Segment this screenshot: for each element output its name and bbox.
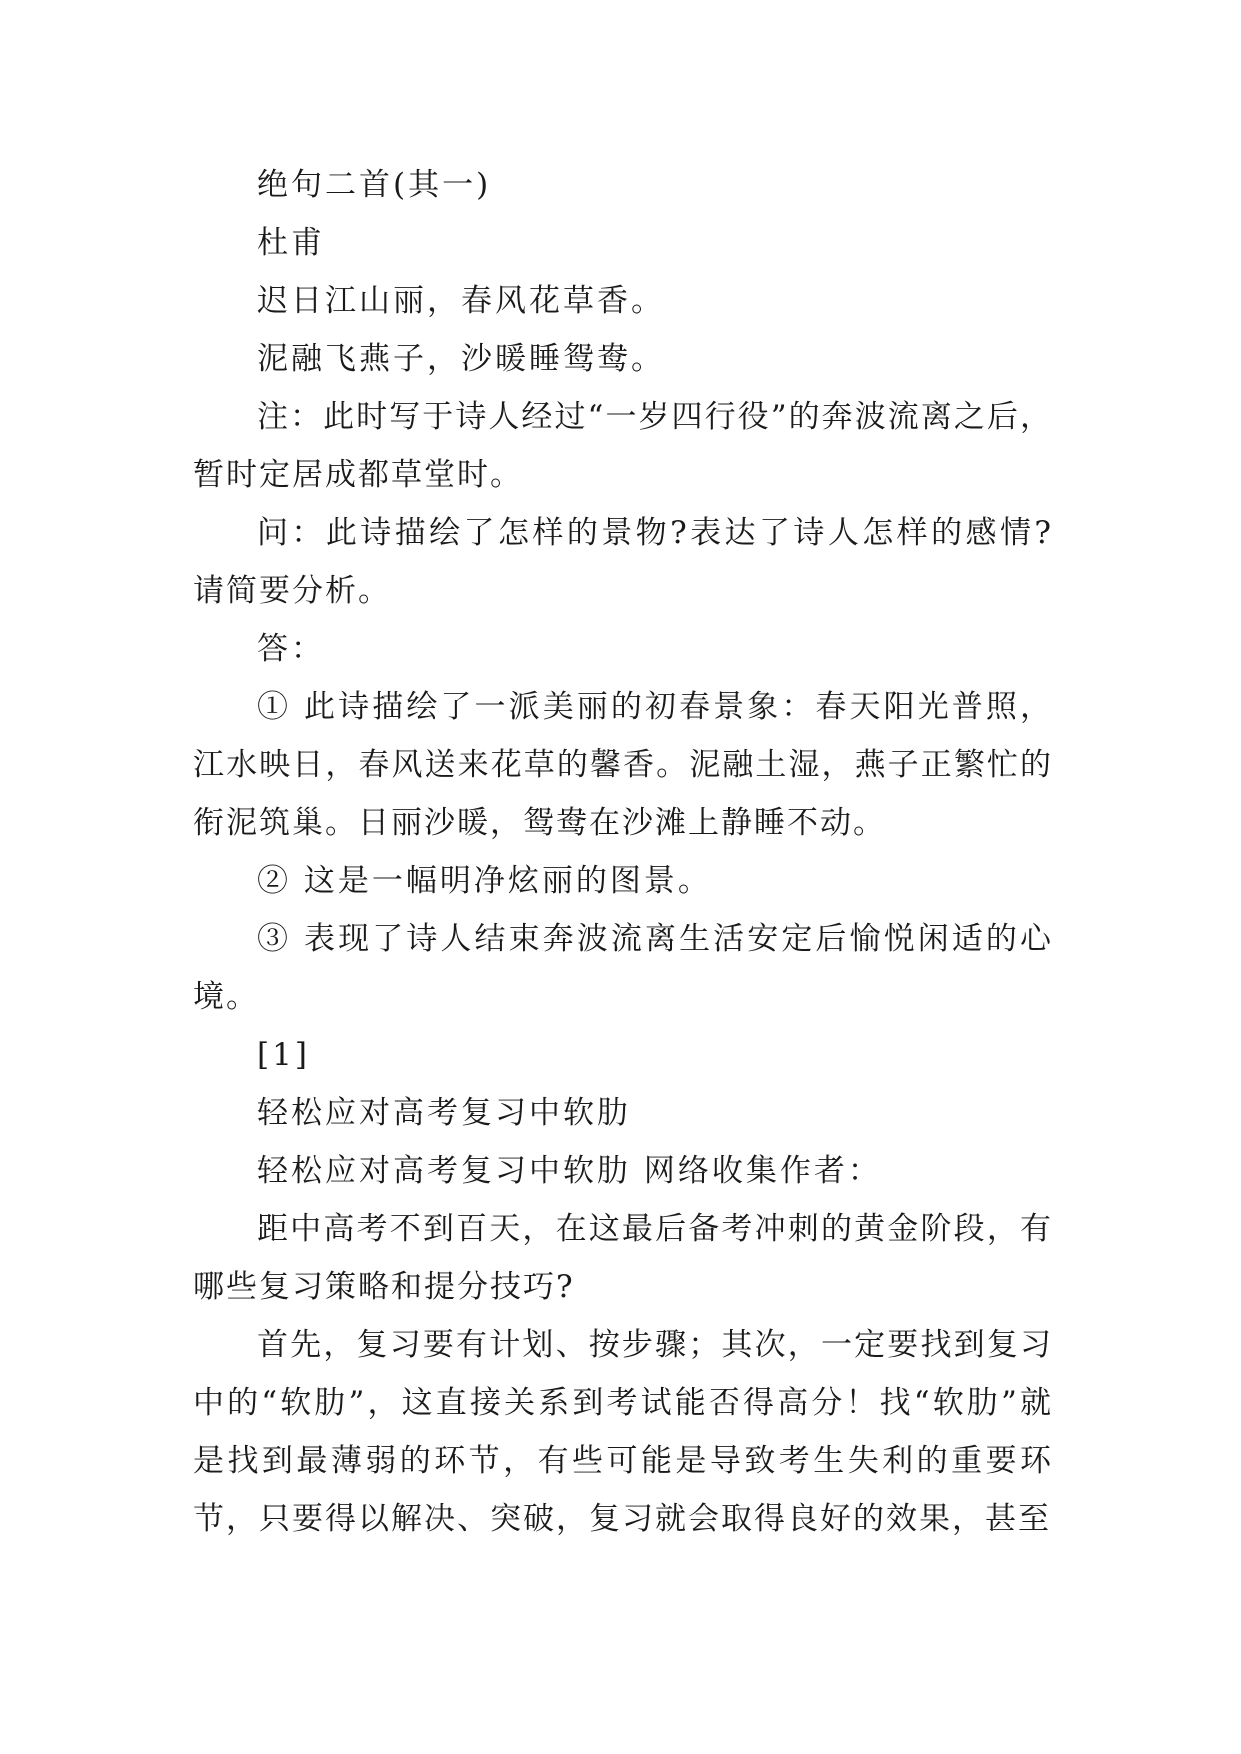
article-title: 轻松应对高考复习中软肋 <box>257 1095 631 1131</box>
answer-point-3: ③ 表现了诗人结束奔波流离生活安定后愉悦闲适的心境。 <box>193 921 1053 1015</box>
article-paragraph-1: 距中高考不到百天，在这最后备考冲刺的黄金阶段，有哪些复习策略和提分技巧? <box>193 1211 1053 1305</box>
answer-point-1: ① 此诗描绘了一派美丽的初春景象：春天阳光普照，江水映日，春风送来花草的馨香。泥融土湿，燕子正繁忙的衔泥筑巢。日丽沙暖，鸳鸯在沙滩上静睡不动。 <box>193 689 1053 841</box>
poem-title: 绝句二首(其一) <box>257 167 492 203</box>
question: 问：此诗描绘了怎样的景物?表达了诗人怎样的感情?请简要分析。 <box>193 515 1053 609</box>
poem-note: 注：此时写于诗人经过“一岁四行役”的奔波流离之后，暂时定居成都草堂时。 <box>193 399 1053 493</box>
document-page <box>193 156 1053 1548</box>
answer-point-2: ② 这是一幅明净炫丽的图景。 <box>257 863 712 899</box>
article-paragraph-2: 首先，复习要有计划、按步骤；其次，一定要找到复习中的“软肋”，这直接关系到考试能否得高分！找“软肋”就是找到最薄弱的环节，有些可能是导致考生失利的重要环节，只要得以解决、突破，复习就会取得良好的效果，甚至 <box>193 1327 1053 1537</box>
poem-line-2: 泥融飞燕子，沙暖睡鸳鸯。 <box>257 341 665 377</box>
poem-line-1: 迟日江山丽，春风花草香。 <box>257 283 665 319</box>
article-byline: 轻松应对高考复习中软肋 网络收集作者： <box>257 1153 882 1189</box>
answer-label: 答： <box>257 631 325 667</box>
poem-author: 杜甫 <box>257 225 325 261</box>
reference-marker: [1] <box>257 1037 310 1073</box>
